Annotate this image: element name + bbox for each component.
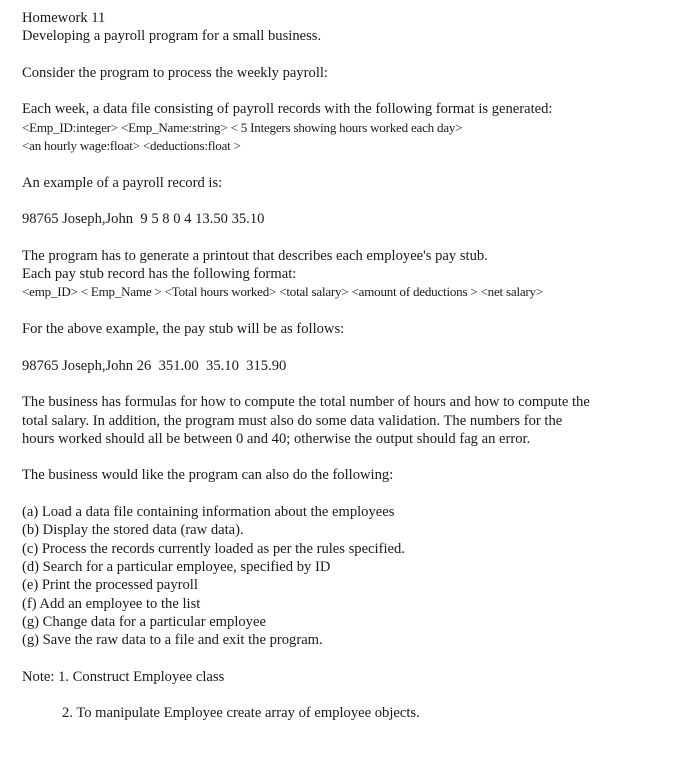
- options-intro: The business would like the program can also do the following:: [22, 467, 394, 484]
- stub-desc-line: Each pay stub record has the following format:: [22, 266, 297, 283]
- doc-title: Homework 11: [22, 10, 106, 26]
- example-intro: An example of a payroll record is:: [22, 174, 223, 191]
- format-desc-line: <an hourly wage:float> <deductions:float >: [22, 138, 241, 154]
- option-item: (b) Display the stored data (raw data).: [22, 522, 244, 539]
- doc-subtitle: Developing a payroll program for a small business.: [22, 28, 322, 45]
- rules-line: total salary. In addition, the program must also do some data validation. The numbers for the: [22, 412, 563, 429]
- rules-line: The business has formulas for how to compute the total number of hours and how to compute the: [22, 394, 590, 411]
- note-2: 2. To manipulate Employee create array of employee objects.: [62, 705, 420, 722]
- format-desc-line: <Emp_ID:integer> <Emp_Name:string> < 5 Integers showing hours worked each day>: [22, 119, 463, 135]
- option-item: (c) Process the records currently loaded as per the rules specified.: [22, 540, 405, 557]
- stub-example-intro: For the above example, the pay stub will be as follows:: [22, 321, 345, 338]
- option-item: (d) Search for a particular employee, specified by ID: [22, 558, 331, 575]
- note-1: Note: 1. Construct Employee class: [22, 668, 225, 685]
- option-item: (g) Save the raw data to a file and exit the program.: [22, 632, 323, 649]
- stub-example: 98765 Joseph,John 26 351.00 35.10 315.90: [22, 357, 287, 374]
- stub-desc-line: The program has to generate a printout that describes each employee's pay stub.: [22, 247, 488, 264]
- format-desc-line: Each week, a data file consisting of payroll records with the following format is generated:: [22, 101, 553, 118]
- stub-format-line: <emp_ID> < Emp_Name > <Total hours worked> <total salary> <amount of deductions > <net salary>: [22, 284, 543, 300]
- intro-text: Consider the program to process the weekly payroll:: [22, 64, 328, 81]
- option-item: (e) Print the processed payroll: [22, 577, 198, 594]
- option-item: (g) Change data for a particular employee: [22, 613, 266, 630]
- rules-line: hours worked should all be between 0 and 40; otherwise the output should fag an error.: [22, 430, 531, 447]
- document-body: [22, 9, 672, 723]
- example-record: 98765 Joseph,John 9 5 8 0 4 13.50 35.10: [22, 211, 265, 228]
- option-item: (f) Add an employee to the list: [22, 595, 201, 612]
- option-item: (a) Load a data file containing information about the employees: [22, 504, 395, 521]
